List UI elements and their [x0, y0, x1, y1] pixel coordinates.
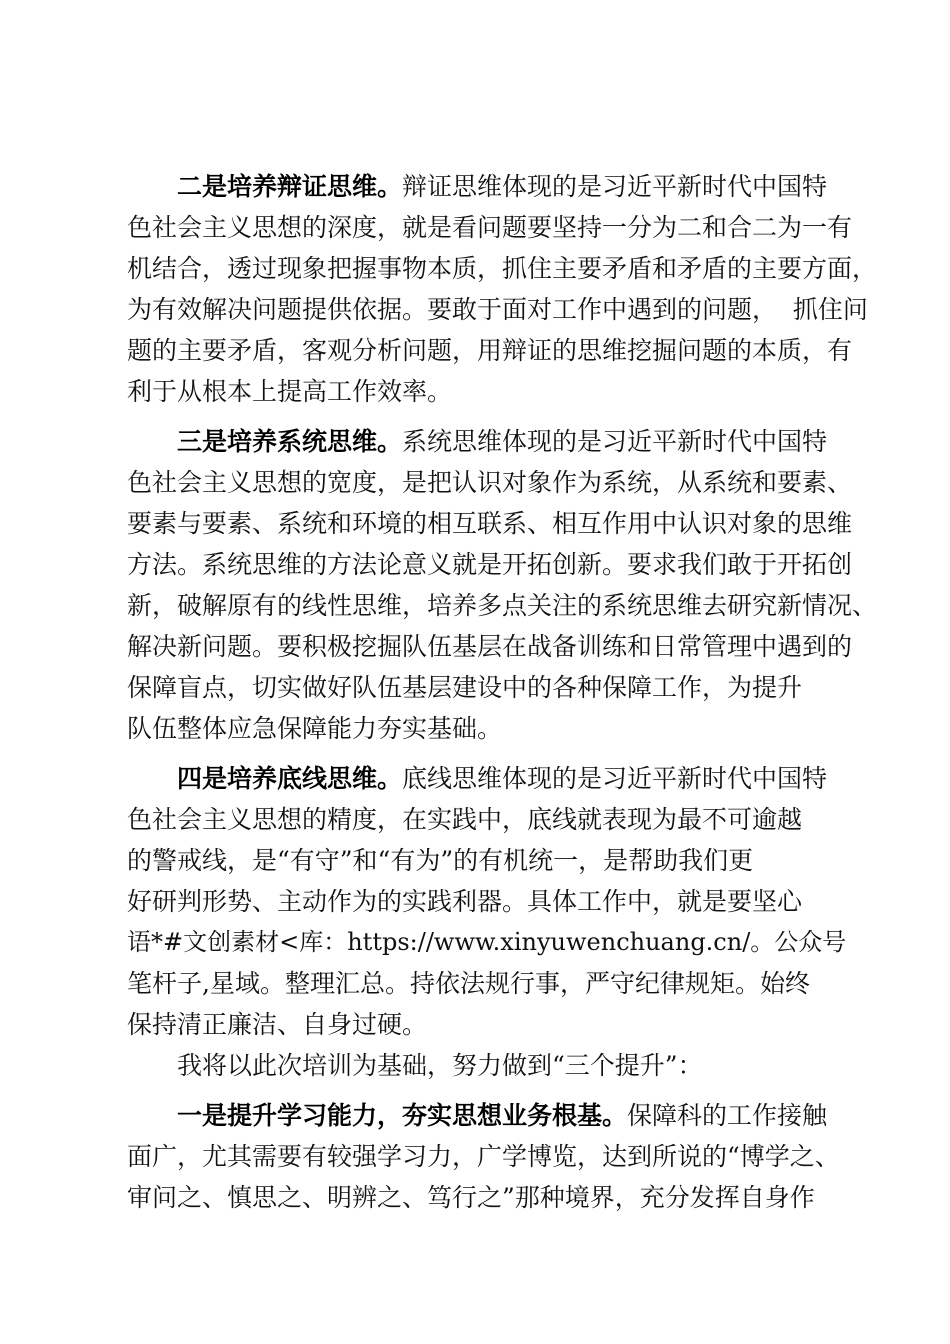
paragraph-line: 面广，尤其需要有较强学习力，广学博览，达到所说的“博学之、 [127, 1142, 840, 1171]
paragraph-line: 新，破解原有的线性思维，培养多点关注的系统思维去研究新情况、 [127, 591, 878, 620]
paragraph-line: 审问之、慎思之、明辨之、笃行之”那种境界，充分发挥自身作 [127, 1183, 815, 1212]
paragraph-line: 保障盲点，切实做好队伍基层建设中的各种保障工作，为提升 [127, 673, 803, 702]
paragraph-line: 的警戒线，是“有守”和“有为”的有机统一，是帮助我们更 [127, 846, 754, 875]
paragraph-line: 为有效解决问题提供依据。要敢于面对工作中遇到的问题， 抓住问 [127, 295, 868, 324]
paragraph-line: 好研判形势、主动作为的实践利器。具体工作中，就是要坚心 [127, 887, 803, 916]
paragraph-line: 机结合，透过现象把握事物本质，抓住主要矛盾和矛盾的主要方面， [127, 254, 878, 283]
paragraph-line: 色社会主义思想的宽度，是把认识对象作为系统，从系统和要素、 [127, 468, 853, 497]
paragraph-line: 利于从根本上提高工作效率。 [127, 377, 453, 406]
paragraph-line: 系统思维体现的是习近平新时代中国特 [402, 427, 828, 456]
paragraph-line: 语*#文创素材<库：https://www.xinyuwenchuang.cn/。公众号 [127, 928, 847, 956]
paragraph-line: 色社会主义思想的精度，在实践中，底线就表现为最不可逾越 [127, 805, 803, 834]
paragraph-lead-heading: 三是培养系统思维。 [177, 427, 403, 456]
paragraph-lead-heading: 二是培养辩证思维。 [177, 172, 403, 201]
paragraph-line: 队伍整体应急保障能力夯实基础。 [127, 714, 503, 743]
paragraph-line: 要素与要素、系统和环境的相互联系、相互作用中认识对象的思维 [127, 509, 853, 538]
paragraph-line: 保障科的工作接触 [627, 1101, 828, 1130]
paragraph-line: 保持清正廉洁、自身过硬。 [127, 1010, 428, 1039]
paragraph-line: 解决新问题。要积极挖掘队伍基层在战备训练和日常管理中遇到的 [127, 632, 853, 661]
paragraph-line: 笔杆子,星域。整理汇总。持依法规行事，严守纪律规矩。始终 [127, 969, 810, 998]
paragraph-line: 辩证思维体现的是习近平新时代中国特 [402, 172, 828, 201]
paragraph-lead-heading: 四是培养底线思维。 [177, 764, 403, 793]
paragraph-learning-ability [127, 1095, 847, 1218]
paragraph-line: 方法。系统思维的方法论意义就是开拓创新。要求我们敢于开拓创 [127, 550, 853, 579]
paragraph-line: 我将以此次培训为基础，努力做到“三个提升”： [177, 1051, 703, 1080]
paragraph-line: 底线思维体现的是习近平新时代中国特 [402, 764, 828, 793]
paragraph-systems-thinking [127, 421, 878, 749]
paragraph-line: 题的主要矛盾，客观分析问题，用辩证的思维挖掘问题的本质，有 [127, 336, 853, 365]
paragraph-lead-heading: 一是提升学习能力，夯实思想业务根基。 [177, 1101, 628, 1130]
paragraph-bottom-line-thinking [127, 758, 847, 1045]
paragraph-dialectical-thinking [127, 166, 878, 412]
paragraph-three-improvements-intro [127, 1045, 847, 1086]
document-body [127, 166, 878, 1218]
paragraph-line: 色社会主义思想的深度，就是看问题要坚持一分为二和合二为一有 [127, 213, 853, 242]
